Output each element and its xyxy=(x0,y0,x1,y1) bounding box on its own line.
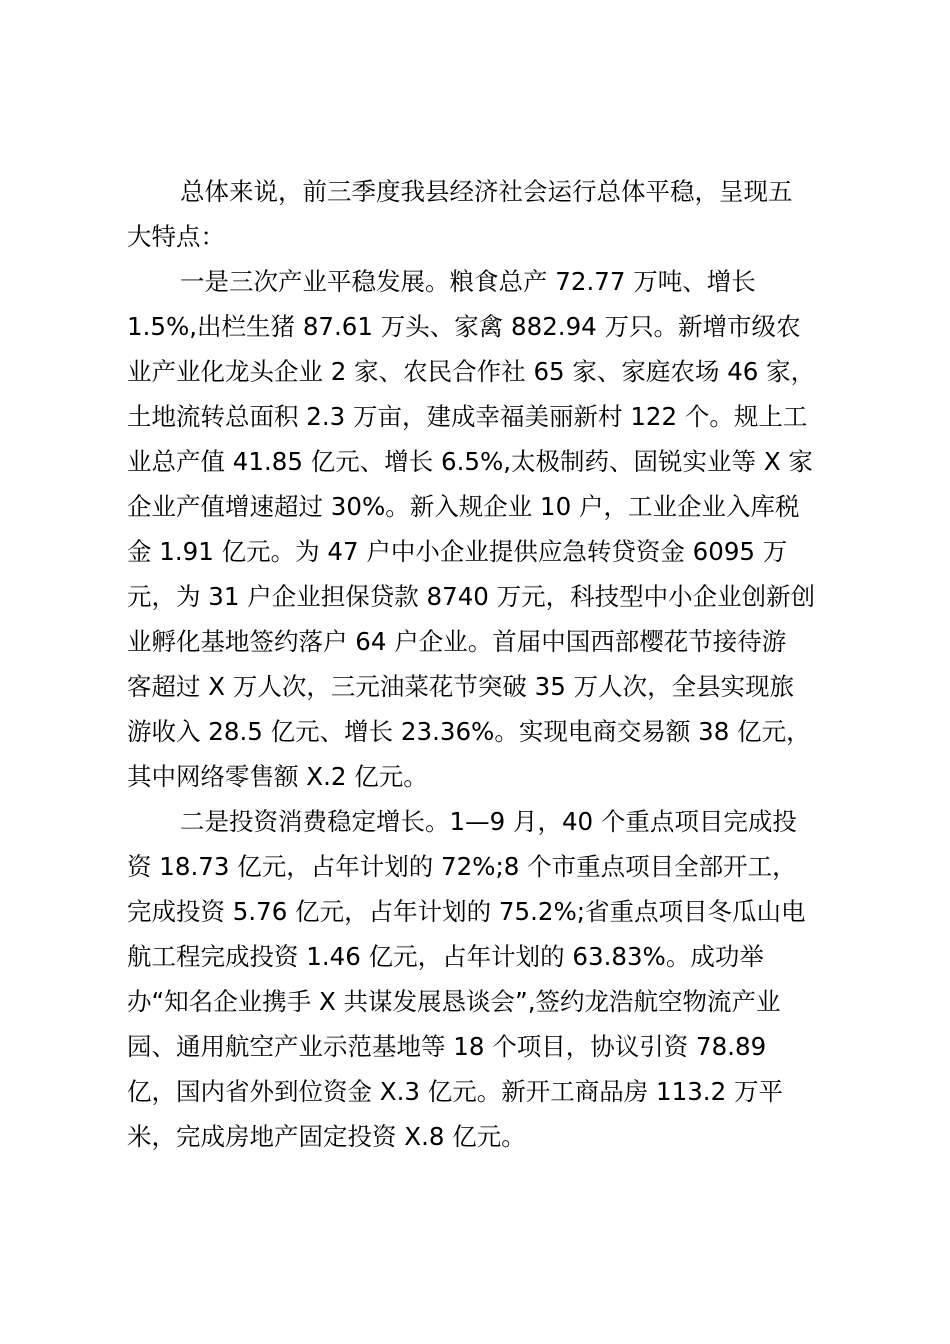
paragraph-2-line-6: 企业产值增速超过 30%。新入规企业 10 户，工业企业入库税 xyxy=(127,492,800,521)
paragraph-2-line-7: 金 1.91 亿元。为 47 户中小企业提供应急转贷资金 6095 万 xyxy=(127,537,788,566)
paragraph-3-line-8: 米，完成房地产固定投资 X.8 亿元。 xyxy=(127,1122,526,1151)
paragraph-3-line-4: 航工程完成投资 1.46 亿元，占年计划的 63.83%。成功举 xyxy=(127,942,764,971)
paragraph-2-line-5: 业总产值 41.85 亿元、增长 6.5%,太极制药、固锐实业等 X 家 xyxy=(127,447,813,476)
paragraph-3-line-2: 资 18.73 亿元，占年计划的 72%;8 个市重点项目全部开工， xyxy=(127,852,797,881)
paragraph-1-line-1: 总体来说，前三季度我县经济社会运行总体平稳，呈现五 xyxy=(180,177,793,206)
paragraph-2-line-2: 1.5%,出栏生猪 87.61 万头、家禽 882.94 万只。新增市级农 xyxy=(127,312,801,341)
paragraph-3-line-7: 亿，国内省外到位资金 X.3 亿元。新开工商品房 113.2 万平 xyxy=(127,1077,783,1106)
paragraph-2-line-11: 游收入 28.5 亿元、增长 23.36%。实现电商交易额 38 亿元， xyxy=(127,717,811,746)
paragraph-2-line-3: 业产业化龙头企业 2 家、农民合作社 65 家、家庭农场 46 家， xyxy=(127,357,816,386)
paragraph-1-line-2: 大特点： xyxy=(127,222,225,251)
paragraph-3-line-6: 园、通用航空产业示范基地等 18 个项目，协议引资 78.89 xyxy=(127,1032,767,1061)
paragraph-3-line-3: 完成投资 5.76 亿元，占年计划的 75.2%;省重点项目冬瓜山电 xyxy=(127,897,806,926)
paragraph-2-line-9: 业孵化基地签约落户 64 户企业。首届中国西部樱花节接待游 xyxy=(127,627,787,656)
paragraph-2-line-10: 客超过 X 万人次，三元油菜花节突破 35 万人次，全县实现旅 xyxy=(127,672,795,701)
paragraph-2-line-12: 其中网络零售额 X.2 亿元。 xyxy=(127,762,428,791)
paragraph-3-line-1: 二是投资消费稳定增长。1—9 月，40 个重点项目完成投 xyxy=(180,807,797,836)
paragraph-2-line-1: 一是三次产业平稳发展。粮食总产 72.77 万吨、增长 xyxy=(180,267,756,296)
paragraph-2-line-8: 元，为 31 户企业担保贷款 8740 万元，科技型中小企业创新创 xyxy=(127,582,816,611)
paragraph-2-line-4: 土地流转总面积 2.3 万亩，建成幸福美丽新村 122 个。规上工 xyxy=(127,402,808,431)
paragraph-3-line-5: 办“知名企业携手 X 共谋发展恳谈会”,签约龙浩航空物流产业 xyxy=(127,987,781,1016)
